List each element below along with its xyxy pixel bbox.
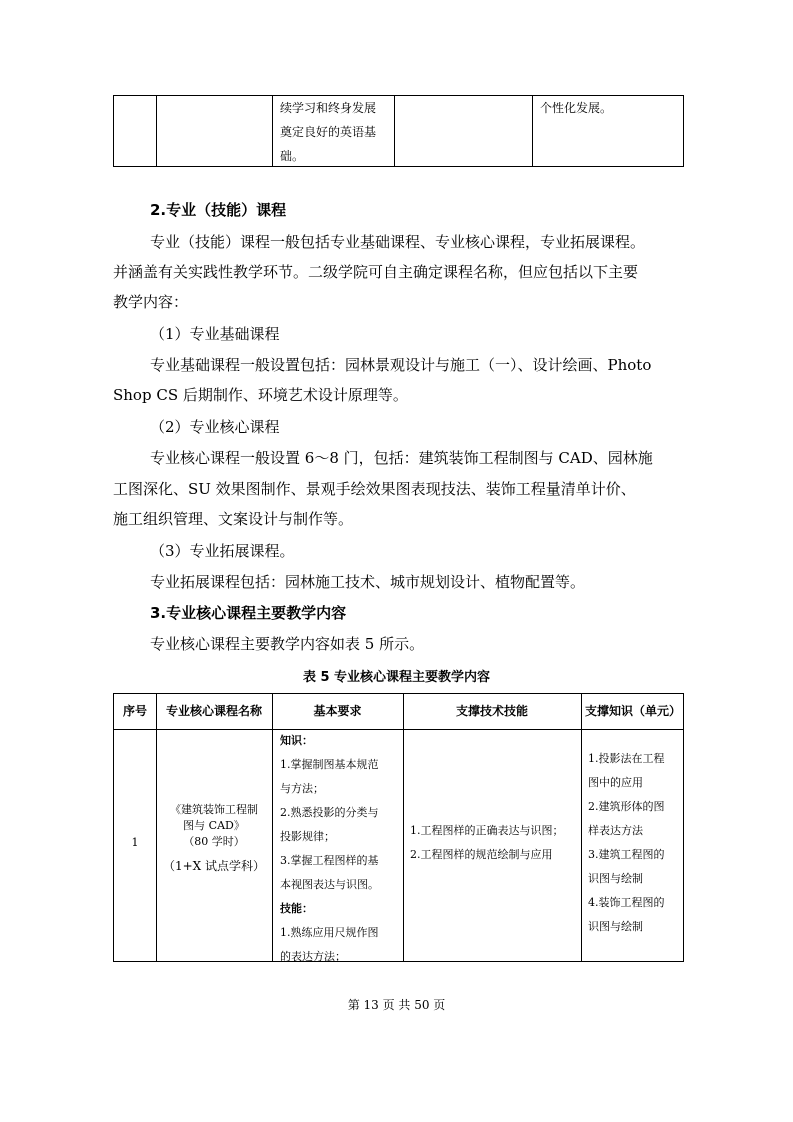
paragraph-line: 专业（技能）课程一般包括专业基础课程、专业核心课程，专业拓展课程。 <box>150 233 646 251</box>
cell-line: 投影规律； <box>280 830 335 843</box>
cell-line: 个性化发展。 <box>540 101 613 115</box>
continued-table <box>113 95 684 167</box>
cell-line: 样表达方法 <box>588 824 643 837</box>
paragraph-line: 专业核心课程一般设置 6～8 门，包括：建筑装饰工程制图与 CAD、园林施 <box>150 449 653 467</box>
cell-line: 1.工程图样的正确表达与识图； <box>410 824 564 837</box>
course-tag: （1+X 试点学科） <box>162 859 266 873</box>
core-course-table <box>113 693 684 962</box>
requirements-cell <box>280 729 379 969</box>
cell-line: 续学习和终身发展 <box>280 101 377 115</box>
cell-line: 1.熟练应用尺规作图 <box>280 926 379 939</box>
table-divider <box>272 96 273 166</box>
cell-line: （80 学时） <box>183 835 245 848</box>
subsection-title: （3）专业拓展课程。 <box>150 542 295 560</box>
cell-line: 识图与绘制 <box>588 872 643 885</box>
page-number: 第 13 页 共 50 页 <box>347 998 446 1012</box>
cell-line: 3.掌握工程图样的基 <box>280 854 379 867</box>
cell-line: 1.投影法在工程 <box>588 752 665 765</box>
cell-line: 的表达方法； <box>280 950 346 963</box>
paragraph-line: 工图深化、SU 效果图制作、景观手绘效果图表现技法、装饰工程量清单计价、 <box>113 480 636 498</box>
section-heading: 3.专业核心课程主要教学内容 <box>150 604 347 622</box>
table-divider <box>156 96 157 166</box>
cell-line: 知识： <box>280 734 313 747</box>
row-index: 1 <box>131 836 139 849</box>
table-caption: 表 5 专业核心课程主要教学内容 <box>302 670 491 685</box>
table-header-cell: 支撑技术技能 <box>455 704 528 718</box>
course-name-cell <box>156 802 272 874</box>
table-divider <box>403 694 404 961</box>
subsection-title: （2）专业核心课程 <box>150 418 280 436</box>
cell-line: 1.掌握制图基本规范 <box>280 758 379 771</box>
cell-line: 识图与绘制 <box>588 920 643 933</box>
cell-line: 图中的应用 <box>588 776 643 789</box>
subsection-title: （1）专业基础课程 <box>150 325 280 343</box>
paragraph-line: 并涵盖有关实践性教学环节。二级学院可自主确定课程名称，但应包括以下主要 <box>113 263 639 281</box>
cell-line: 本视图表达与识图。 <box>280 878 379 891</box>
header-divider <box>114 729 683 730</box>
cell-line: 2.工程图样的规范绘制与应用 <box>410 848 553 861</box>
paragraph-line: 施工组织管理、文案设计与制作等。 <box>113 510 354 528</box>
table-cell-development <box>540 96 612 120</box>
paragraph-line: 专业拓展课程包括：园林施工技术、城市规划设计、植物配置等。 <box>150 573 586 591</box>
skills-cell <box>410 819 564 867</box>
table-header-cell: 基本要求 <box>313 704 362 718</box>
section-heading: 2.专业（技能）课程 <box>150 201 287 219</box>
table-divider <box>581 694 582 961</box>
cell-line: 2.建筑形体的图 <box>588 800 665 813</box>
cell-line: 《建筑装饰工程制 <box>170 803 258 816</box>
table-divider <box>272 694 273 961</box>
paragraph-line: 专业核心课程主要教学内容如表 5 所示。 <box>150 635 425 653</box>
cell-line: 2.熟悉投影的分类与 <box>280 806 379 819</box>
table-cell-requirements <box>280 96 376 168</box>
table-divider <box>394 96 395 166</box>
paragraph-line: 专业基础课程一般设置包括：园林景观设计与施工（一）、设计绘画、Photo <box>150 356 652 374</box>
paragraph-line: 教学内容： <box>113 293 189 311</box>
cell-line: 技能： <box>280 902 313 915</box>
table-header-cell: 专业核心课程名称 <box>165 704 262 718</box>
paragraph-line: Shop CS 后期制作、环境艺术设计原理等。 <box>113 386 408 404</box>
table-header-cell: 序号 <box>122 704 147 718</box>
cell-line: 与方法； <box>280 782 324 795</box>
cell-line: 图与 CAD》 <box>183 819 245 832</box>
table-divider <box>532 96 533 166</box>
cell-line: 奠定良好的英语基 <box>280 125 377 139</box>
cell-line: 4.装饰工程图的 <box>588 896 665 909</box>
cell-line: 3.建筑工程图的 <box>588 848 665 861</box>
table-header-cell: 支撑知识（单元） <box>584 704 681 718</box>
cell-line: 础。 <box>280 149 305 163</box>
knowledge-cell <box>588 747 665 939</box>
